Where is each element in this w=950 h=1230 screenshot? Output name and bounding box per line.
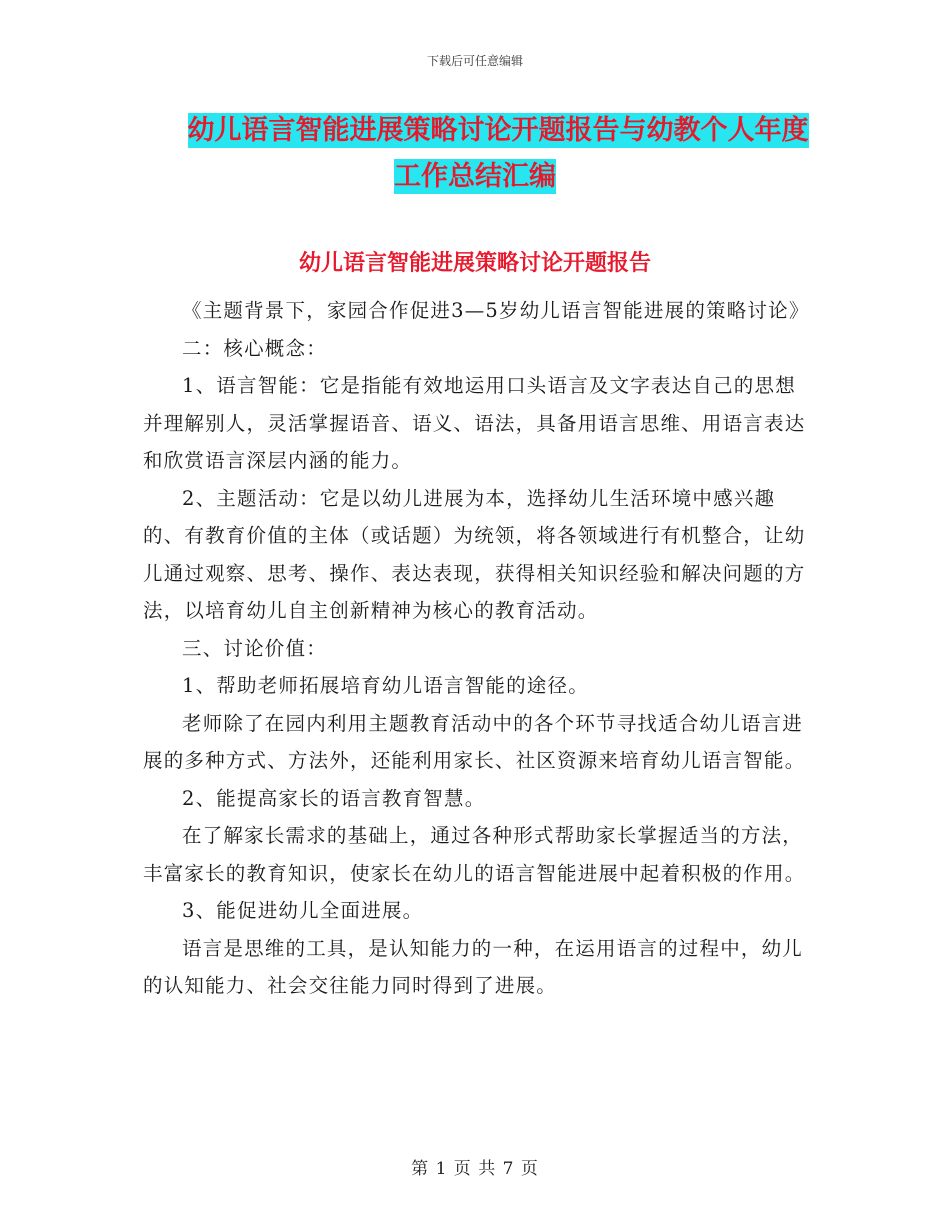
paragraph: 在了解家长需求的基础上，通过各种形式帮助家长掌握适当的方法，丰富家长的教育知识，使家长在幼儿的语言智能进展中起着积极的作用。 xyxy=(143,824,806,885)
body-text xyxy=(143,292,808,1005)
paragraph: 3、能促进幼儿全面进展。 xyxy=(182,899,424,922)
title-highlight: 幼儿语言智能进展策略讨论开题报告与幼教个人年度 xyxy=(187,115,809,146)
page-footer: 第 1 页 共 7 页 xyxy=(411,1159,539,1179)
paragraph: 老师除了在园内利用主题教育活动中的各个环节寻找适合幼儿语言进展的多种方式、方法外，还能利用家长、社区资源来培育幼儿语言智能。 xyxy=(143,711,806,772)
page-header-note: 下载后可任意编辑 xyxy=(426,54,523,68)
paragraph: 语言是思维的工具，是认知能力的一种，在运用语言的过程中，幼儿的认知能力、社会交往能力同时得到了进展。 xyxy=(143,936,804,997)
paragraph: 1、帮助老师拓展培育幼儿语言智能的途径。 xyxy=(182,674,589,697)
paragraph: 2、主题活动：它是以幼儿进展为本，选择幼儿生活环境中感兴趣的、有教育价值的主体（或话题）为统领，将各领域进行有机整合，让幼儿通过观察、思考、操作、表达表现，获得相关知识经验和解决问题的方法，以培育幼儿自主创新精神为核心的教育活动。 xyxy=(143,486,806,622)
paragraph: 三、讨论价值： xyxy=(182,636,327,660)
paragraph: 2、能提高家长的语言教育智慧。 xyxy=(182,786,486,810)
paragraph: 二：核心概念： xyxy=(182,336,327,360)
document-title-line-1 xyxy=(0,108,950,154)
paragraph: 《主题背景下，家园合作促进3—5岁幼儿语言智能进展的策略讨论》 xyxy=(182,299,810,322)
title-highlight: 工作总结汇编 xyxy=(394,161,556,192)
paragraph: 1、语言智能：它是指能有效地运用口头语言及文字表达自己的思想并理解别人，灵活掌握语音、语义、语法，具备用语言思维、用语言表达和欣赏语言深层内涵的能力。 xyxy=(143,374,806,472)
document-title-line-2 xyxy=(0,154,950,200)
document-title xyxy=(0,108,950,200)
section-title: 幼儿语言智能进展策略讨论开题报告 xyxy=(298,251,651,276)
